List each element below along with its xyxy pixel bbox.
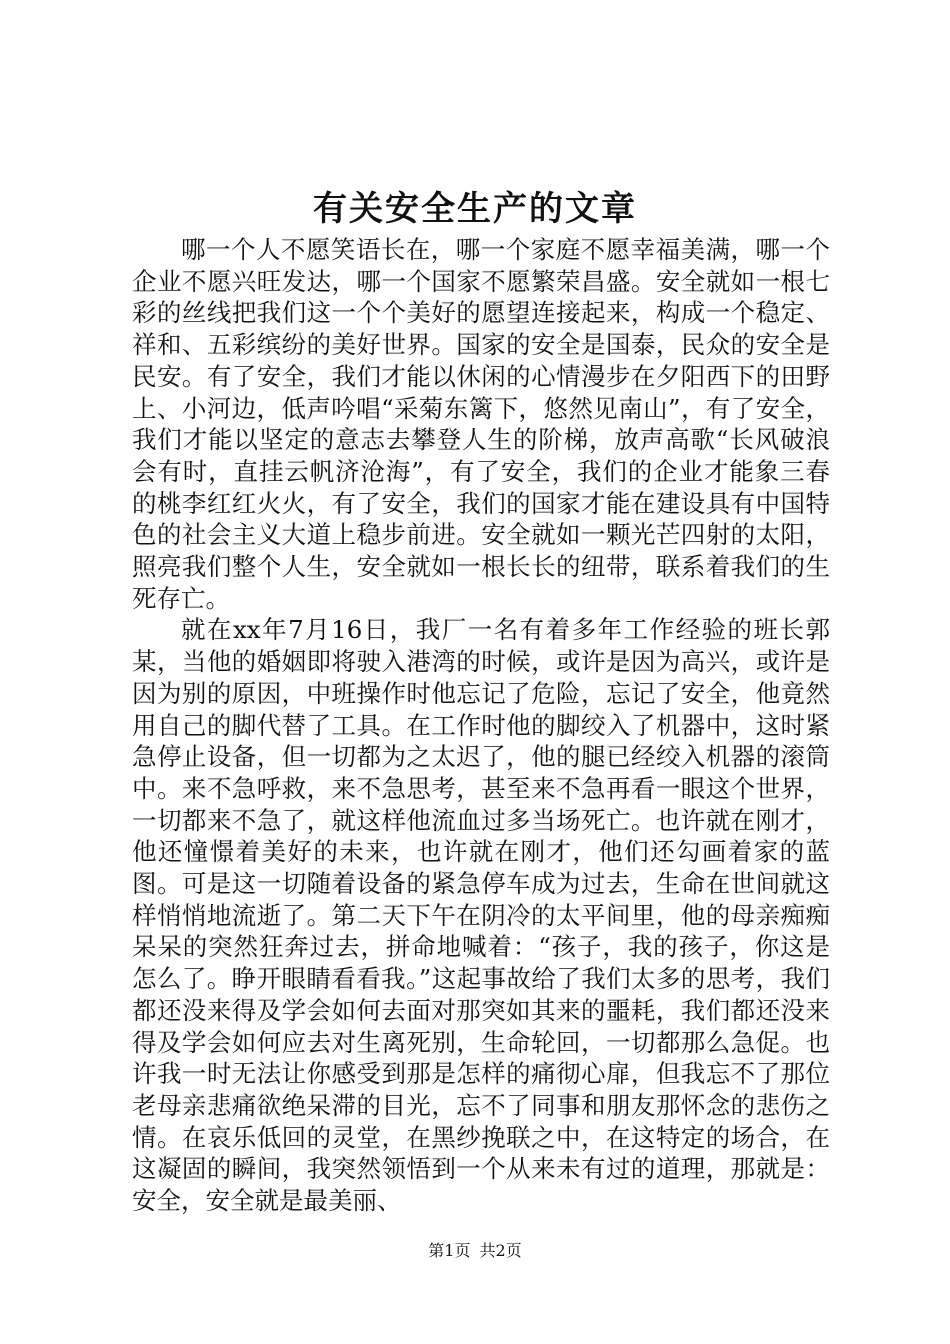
page-footer: 第1页 共2页 xyxy=(428,1241,522,1260)
document-body xyxy=(132,234,830,1217)
paragraph-2: 就在xx年7月16日，我厂一名有着多年工作经验的班长郭某，当他的婚姻即将驶入港湾的时候，或许是因为高兴，或许是因为别的原因，中班操作时他忘记了危险，忘记了安全，他竟然用自己的脚代替了工具。在工作时他的脚绞入了机器中，这时紧急停止设备，但一切都为之太迟了，他的腿已经绞入机器的滚筒中。来不急呼救，来不急思考，甚至来不急再看一眼这个世界，一切都来不急了，就这样他流血过多当场死亡。也许就在刚才，他还憧憬着美好的未来，也许就在刚才，他们还勾画着家的蓝图。可是这一切随着设备的紧急停车成为过去，生命在世间就这样悄悄地流逝了。第二天下午在阴冷的太平间里，他的母亲痴痴呆呆的突然狂奔过去，拼命地喊着：“孩子，我的孩子，你这是怎么了。睁开眼睛看看我。”这起事故给了我们太多的思考，我们都还没来得及学会如何去面对那突如其来的噩耗，我们都还没来得及学会如何应去对生离死别，生命轮回，一切都那么急促。也许我一时无法让你感受到那是怎样的痛彻心扉，但我忘不了那位老母亲悲痛欲绝呆滞的目光，忘不了同事和朋友那怀念的悲伤之情。在哀乐低回的灵堂，在黑纱挽联之中，在这特定的场合，在这凝固的瞬间，我突然领悟到一个从来未有过的道理，那就是：安全，安全就是最美丽、 xyxy=(132,615,830,1216)
paragraph-1: 哪一个人不愿笑语长在，哪一个家庭不愿幸福美满，哪一个企业不愿兴旺发达，哪一个国家不愿繁荣昌盛。安全就如一根七彩的丝线把我们这一个个美好的愿望连接起来，构成一个稳定、祥和、五彩缤纷的美好世界。国家的安全是国泰，民众的安全是民安。有了安全，我们才能以休闲的心情漫步在夕阳西下的田野上、小河边，低声吟唱“采菊东篱下，悠然见南山”，有了安全，我们才能以坚定的意志去攀登人生的阶梯，放声高歌“长风破浪会有时，直挂云帆济沧海”，有了安全，我们的企业才能象三春的桃李红红火火，有了安全，我们的国家才能在建设具有中国特色的社会主义大道上稳步前进。安全就如一颗光芒四射的太阳，照亮我们整个人生，安全就如一根长长的纽带，联系着我们的生死存亡。 xyxy=(132,235,830,613)
document-title: 有关安全生产的文章 xyxy=(313,189,637,229)
